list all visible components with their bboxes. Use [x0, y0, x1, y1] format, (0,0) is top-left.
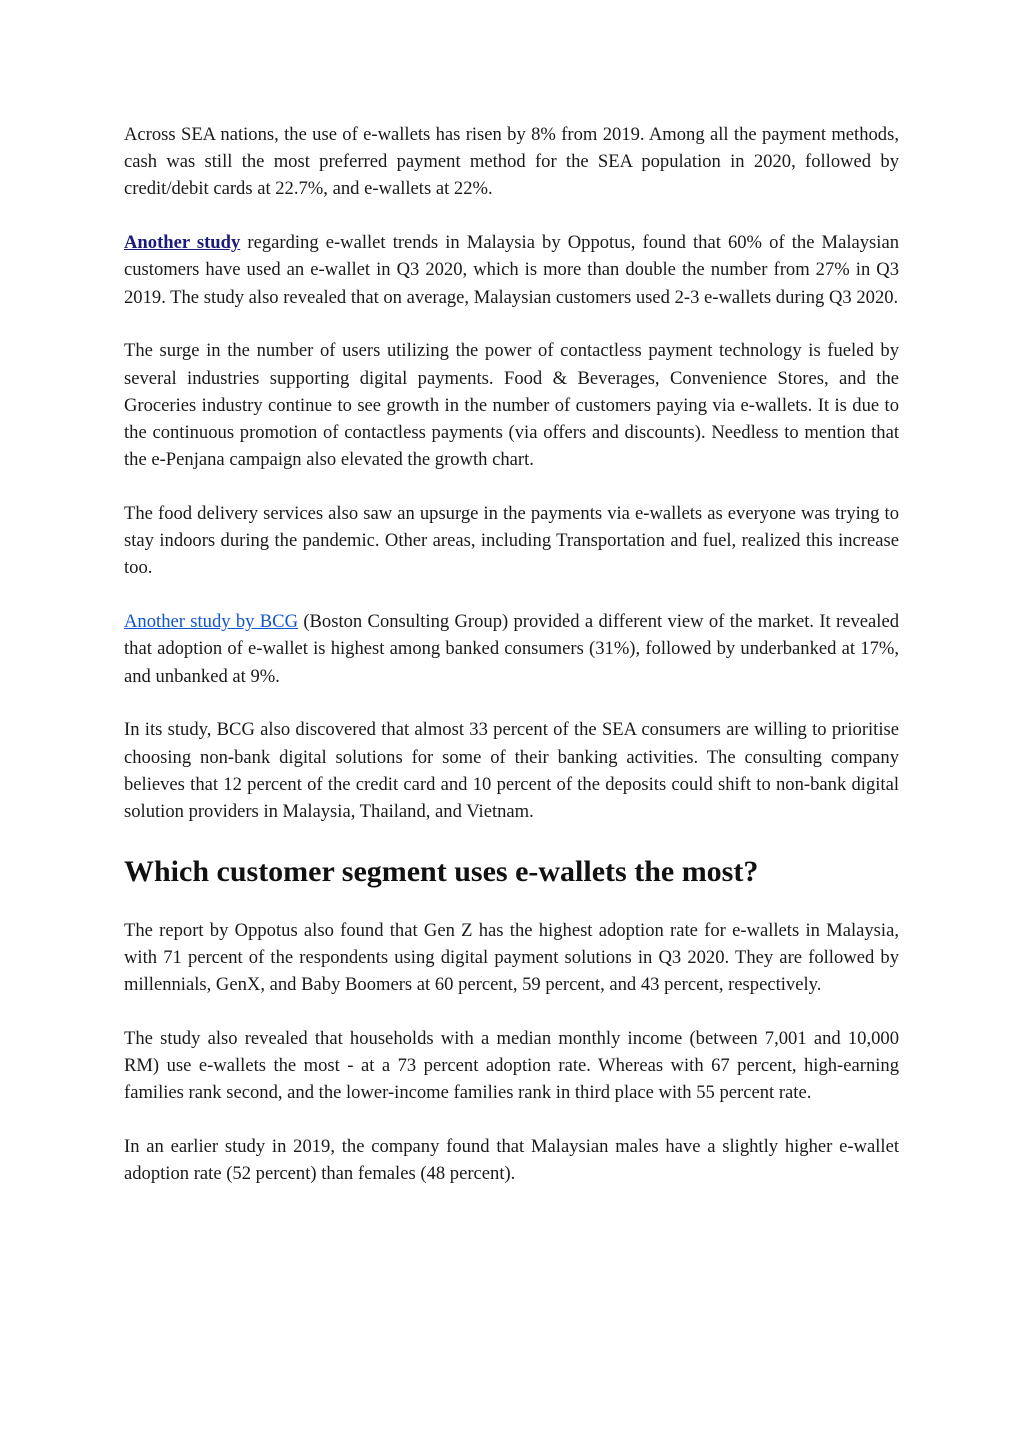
section-heading: Which customer segment uses e-wallets the most? [124, 854, 759, 888]
paragraph-bcg-study [124, 608, 899, 690]
paragraph-sea-ewallet-growth: Across SEA nations, the use of e-wallets has risen by 8% from 2019. Among all the payment methods, cash was still the most preferred payment method for the SEA population in 2020, followed by credit/debit cards at 22.7%, and e-wallets at 22%. [124, 124, 899, 200]
paragraph-bcg-study-text: (Boston Consulting Group) provided a different view of the market. It revealed that adoption of e-wallet is highest among banked consumers (31%), followed by underbanked at 17%, and unbanked at 9%. [124, 611, 900, 687]
paragraph-bcg-non-bank: In its study, BCG also discovered that almost 33 percent of the SEA consumers are willing to prioritise choosing non-bank digital solutions for some of their banking activities. The consulting company believes that 12 percent of the credit card and 10 percent of the deposits could shift to non-bank digital solution providers in Malaysia, Thailand, and Vietnam. [124, 719, 899, 823]
paragraph-contactless-surge: The surge in the number of users utilizing the power of contactless payment technology is fueled by several industries supporting digital payments. Food & Beverages, Convenience Stores, and the Groceries industry continue to see growth in the number of customers paying via e-wallets. It is due to the continuous promotion of contactless payments (via offers and discounts). Needless to mention that the e-Penjana campaign also elevated the growth chart. [124, 340, 899, 471]
paragraph-gen-z-adoption: The report by Oppotus also found that Gen Z has the highest adoption rate for e-wallets in Malaysia, with 71 percent of the respondents using digital payment solutions in Q3 2020. They are followed by millennials, GenX, and Baby Boomers at 60 percent, 59 percent, and 43 percent, respectively. [124, 919, 899, 996]
another-study-link[interactable]: Another study [124, 232, 241, 254]
paragraph-oppotus-study-text: regarding e-wallet trends in Malaysia by Oppotus, found that 60% of the Malaysian customers have used an e-wallet in Q3 2020, which is more than double the number from 27% in Q3 2019. The study also revealed that on average, Malaysian customers used 2-3 e-wallets during Q3 2020. [124, 232, 899, 308]
paragraph-gender-adoption: In an earlier study in 2019, the company found that Malaysian males have a slightly higher e-wallet adoption rate (52 percent) than females (48 percent). [124, 1136, 899, 1185]
bcg-study-link[interactable]: Another study by BCG [124, 611, 299, 633]
paragraph-household-income: The study also revealed that households with a median monthly income (between 7,001 and 10,000 RM) use e-wallets the most - at a 73 percent adoption rate. Whereas with 67 percent, high-earning families rank second, and the lower-income families rank in third place with 55 percent rate. [124, 1028, 899, 1104]
paragraph-oppotus-study [124, 229, 899, 311]
paragraph-food-delivery: The food delivery services also saw an upsurge in the payments via e-wallets as everyone was trying to stay indoors during the pandemic. Other areas, including Transportation and fuel, realized this increase too. [124, 503, 899, 579]
document-page [124, 121, 899, 1214]
